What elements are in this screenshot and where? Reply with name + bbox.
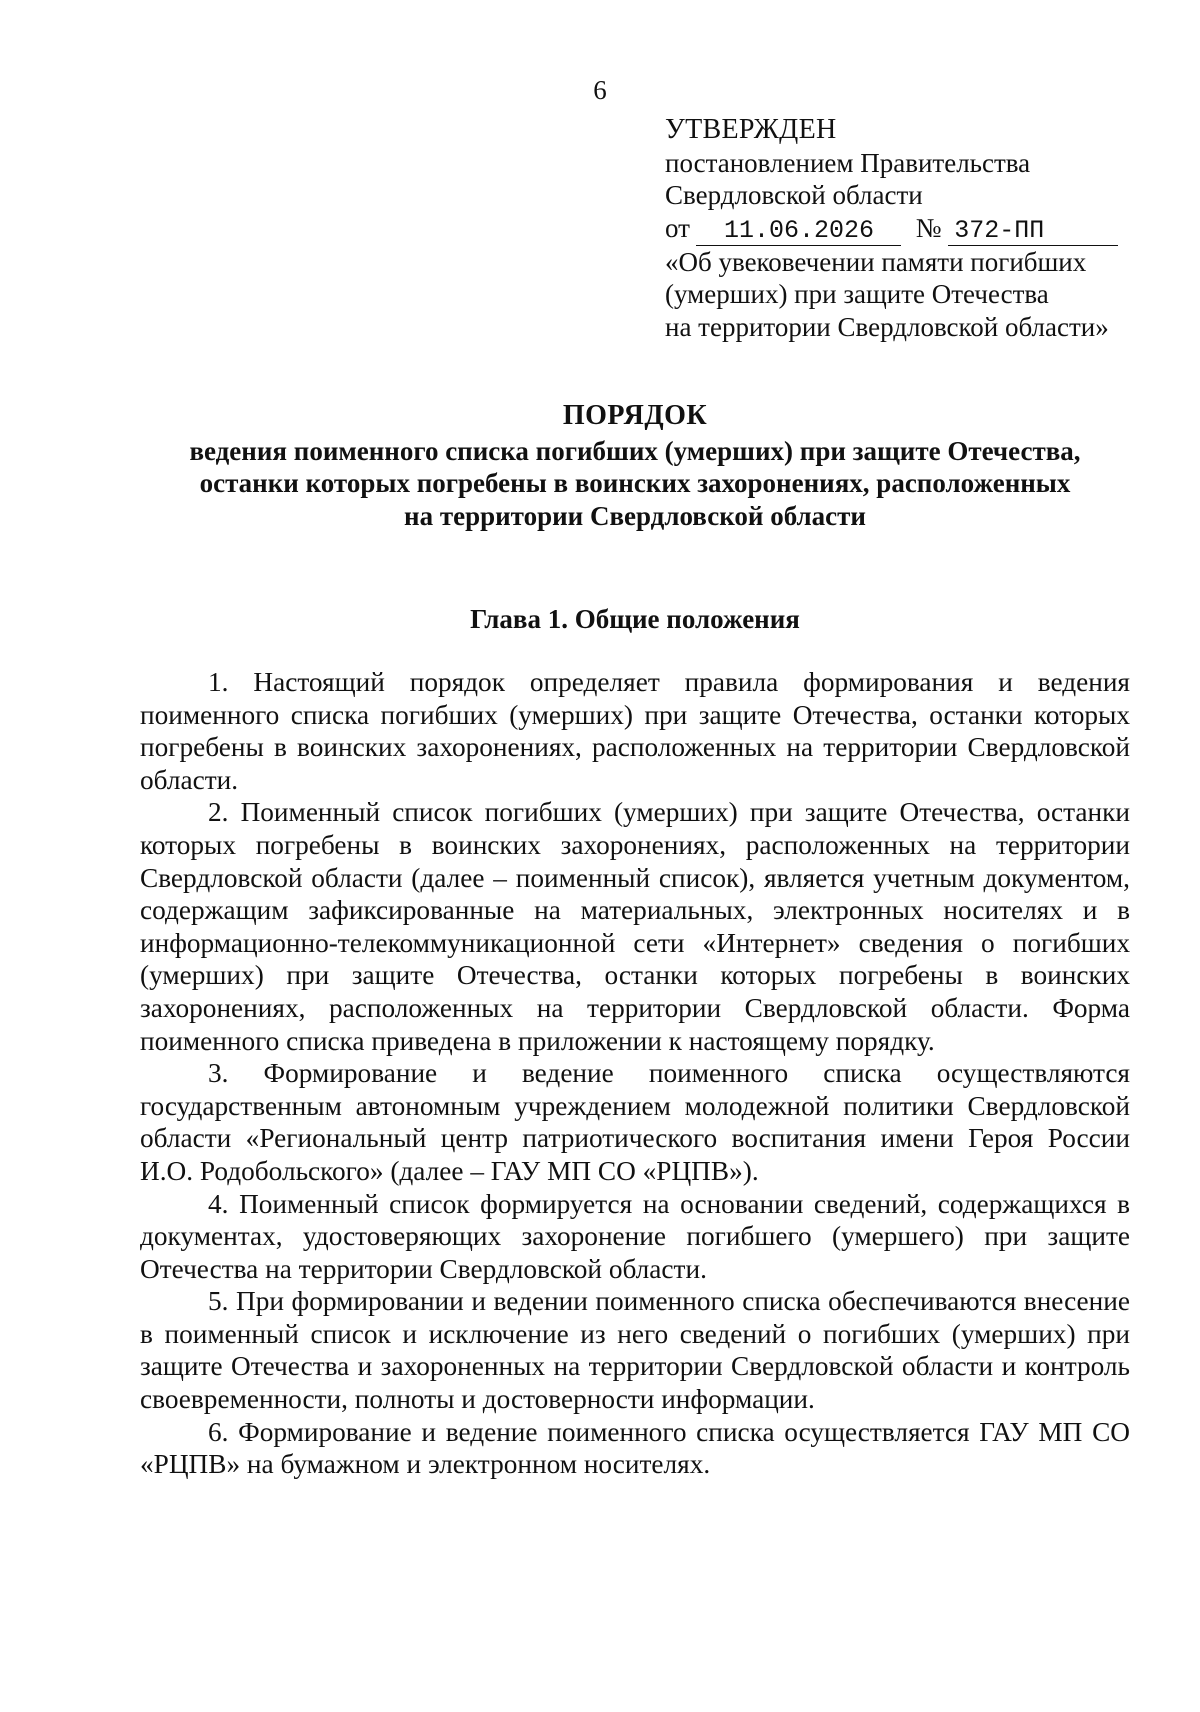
title-main: ПОРЯДОК [562,400,708,431]
approval-date-line [665,212,1145,246]
approval-number: 372-ПП [948,217,1118,246]
approval-date: 11.06.2026 [696,217,901,246]
chapter-heading: Глава 1. Общие положения [470,604,800,634]
approval-heading: УТВЕРЖДЕН [665,114,837,145]
paragraph: 4. Поименный список формируется на основании сведений, содержащихся в документах, удостоверяющих захоронение погибшего (умершего) при защите Отечества на территории Свердловской области. [140,1188,1130,1284]
page-number: 6 [593,75,607,105]
resolution-title-line: на территории Свердловской области» [665,311,1109,342]
title-line: ведения поименного списка погибших (умерших) при защите Отечества, [189,435,1081,466]
number-prefix: № [915,212,942,243]
paragraph: 1. Настоящий порядок определяет правила формирования и ведения поименного списка погибших (умерших) при защите Отечества, останки которых погребены в воинских захоронениях, расположенных на территории Свердловской области. [140,667,1130,795]
document-body [140,666,1130,1481]
paragraph: 3. Формирование и ведение поименного списка осуществляются государственным автономным учреждением молодежной политики Свердловской области «Региональный центр патриотического воспитания имени Героя России И.О. Родобольского» (далее – ГАУ МП СО «РЦПВ»). [140,1058,1130,1186]
approval-stamp [665,114,1145,343]
date-prefix: от [665,212,690,243]
paragraph: 6. Формирование и ведение поименного списка осуществляется ГАУ МП СО «РЦПВ» на бумажном и электронном носителях. [140,1416,1130,1480]
document-title [140,400,1130,532]
resolution-title-line: «Об увековечении памяти погибших [665,246,1087,277]
resolution-title-line: (умерших) при защите Отечества [665,279,1049,309]
title-line: останки которых погребены в воинских захоронениях, расположенных [199,468,1071,498]
title-line: на территории Свердловской области [404,500,866,531]
paragraph: 2. Поименный список погибших (умерших) при защите Отечества, останки которых погребены в воинских захоронениях, расположенных на территории Свердловской области (далее – поименный список), является учетным документом, содержащим зафиксированные на материальных, электронных носителях и в информационно-телекоммуникационной сети «Интернет» сведения о погибших (умерших) при защите Отечества, останки которых погребены в воинских захоронениях, расположенных на территории Свердловской области. Форма поименного списка приведена в приложении к настоящему порядку. [140,797,1130,1056]
approval-line: постановлением Правительства [665,147,1031,178]
approval-line: Свердловской области [665,180,923,210]
paragraph: 5. При формировании и ведении поименного списка обеспечиваются внесение в поименный список и исключение из него сведений о погибших (умерших) при защите Отечества и захороненных на территории Свердловской области и контроль своевременности, полноты и достоверности информации. [140,1286,1130,1415]
